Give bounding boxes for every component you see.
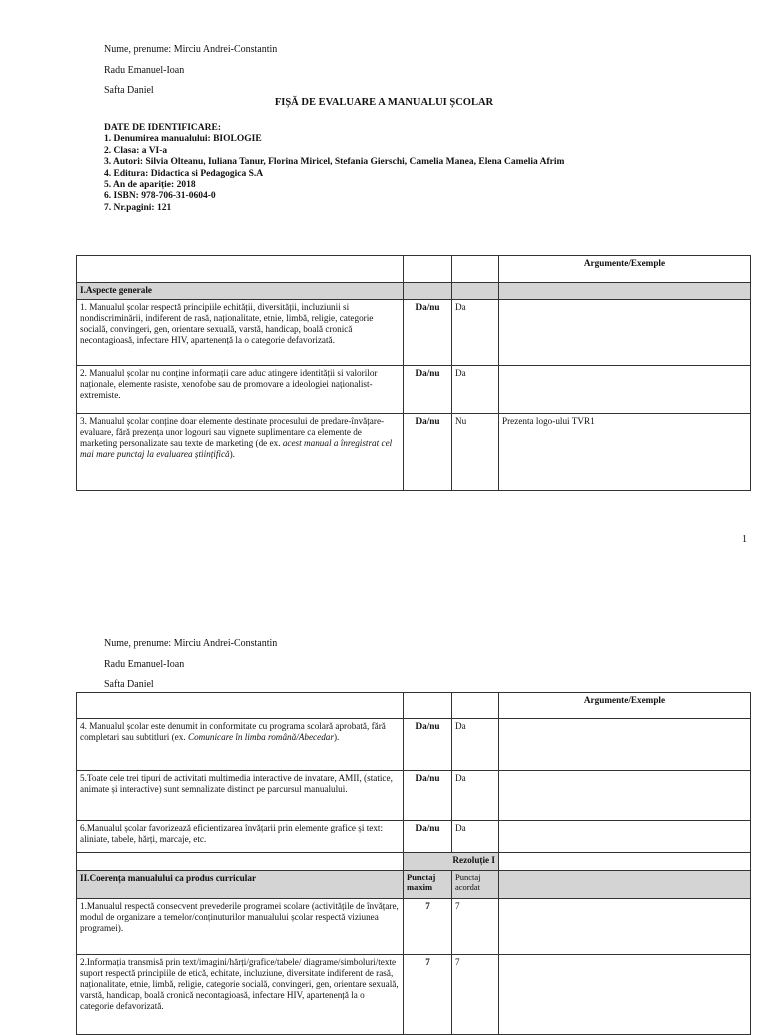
table-row	[77, 366, 751, 414]
criterion-text: 5.Toate cele trei tipuri de activitati multimedia interactive de invatare, AMII, (statice, animate și interactive) sunt semnalizate distinct pe parcursul manualului.	[77, 771, 404, 821]
section-row	[77, 283, 751, 300]
table-header-row	[77, 256, 751, 283]
criterion-answer: Da	[452, 719, 499, 771]
criterion-text-example: Comunicare în limba română/Abecedar	[187, 732, 334, 742]
evaluation-table-page1	[76, 255, 751, 491]
ident-item: 5. An de apariție: 2018	[104, 180, 196, 191]
max-score: 7	[404, 955, 452, 1035]
criterion-answer: Da	[452, 300, 499, 366]
criterion-text-main: 3. Manualul școlar conține doar elemente destinate procesului de predare-învățare-evaluare, fără prezența unor logouri sau vignete suplimentare ca elemente de marketing personalizate sau texte de marketing (de ex.	[80, 416, 385, 448]
resolution-label: Rezoluție I	[404, 853, 499, 871]
criterion-argument	[499, 719, 751, 771]
criterion-text: 1. Manualul școlar respectă principiile echității, diversității, incluziunii si nondiscriminării, indiferent de rasă, naționalitate, etnie, limbă, religie, categorie socială, convingeri, gen, orientare sexuală, varstă, handicap, boală cronică necontagioasă, infectare HIV, apartenență la o categorie defavorizată.	[77, 300, 404, 366]
ident-item: 3. Autori: Silvia Olteanu, Iuliana Tanur, Florina Miricel, Stefania Gierschi, Camelia Manea, Elena Camelia Afrim	[104, 157, 565, 168]
criterion-text-example: acest manual a înregistrat cel mai mare punctaj la evaluarea științifică	[80, 438, 393, 459]
criterion-argument	[499, 300, 751, 366]
ident-item: 6. ISBN: 978-706-31-0604-0	[104, 191, 216, 202]
criterion-argument	[499, 821, 751, 853]
awarded-score: 7	[452, 899, 499, 955]
arguments-header: Argumente/Exemple	[499, 693, 751, 719]
criterion-text: 2. Manualul școlar nu conține informații care aduc atingere identității si valorilor naționale, elemente rasiste, xenofobe sau de promovare a ideologiei naționalist-extremiste.	[77, 366, 404, 414]
awarded-score: 7	[452, 955, 499, 1035]
max-score-header: Punctaj maxim	[404, 871, 452, 899]
section-row	[77, 871, 751, 899]
identification-block	[104, 123, 564, 214]
section-title: I.Aspecte generale	[77, 283, 404, 300]
student-name-1: Nume, prenume: Mirciu Andrei-Constantin	[104, 44, 278, 55]
student-name-1: Nume, prenume: Mirciu Andrei-Constantin	[104, 638, 278, 649]
criterion-text	[77, 719, 404, 771]
document-title: FIȘĂ DE EVALUARE A MANUALUI ȘCOLAR	[274, 97, 494, 108]
criterion-argument: Prezenta logo-ului TVR1	[499, 414, 751, 491]
student-name-2: Radu Emanuel-Ioan	[104, 659, 185, 670]
ident-item: 2. Clasa: a VI-a	[104, 145, 168, 156]
table-row	[77, 719, 751, 771]
page-number: 1	[742, 534, 747, 545]
arguments-header: Argumente/Exemple	[499, 256, 751, 283]
criterion-argument	[499, 366, 751, 414]
criterion-type: Da/nu	[404, 719, 452, 771]
criterion-answer: Da	[452, 821, 499, 853]
table-row	[77, 414, 751, 491]
ident-item: 1. Denumirea manualului: BIOLOGIE	[104, 134, 262, 145]
criterion-text-end: ).	[333, 732, 340, 742]
table-row	[77, 899, 751, 955]
criterion-answer: Nu	[452, 414, 499, 491]
criterion-text: 1.Manualul respectă consecvent prevederile programei scolare (activitățile de învățare, modul de organizare a temelor/conținuturilor manualului școlar respectă viziunea programei).	[77, 899, 404, 955]
ident-item: 7. Nr.pagini: 121	[104, 202, 172, 213]
criterion-text: 6.Manualul școlar favorizează eficientizarea învățarii prin elemente grafice și text: aliniate, tabele, hărți, marcaje, etc.	[77, 821, 404, 853]
table-row	[77, 821, 751, 853]
criterion-type: Da/nu	[404, 771, 452, 821]
student-name-3: Safta Daniel	[104, 679, 154, 690]
criterion-answer: Da	[452, 771, 499, 821]
criterion-type: Da/nu	[404, 414, 452, 491]
section-title: II.Coerența manualului ca produs curricular	[77, 871, 404, 899]
evaluation-table-page2	[76, 692, 751, 1035]
resolution-row	[77, 853, 751, 871]
criterion-type: Da/nu	[404, 300, 452, 366]
criterion-text: 2.Informația transmisă prin text/imagini/hărți/grafice/tabele/ diagrame/simboluri/texte suport respectă principiile de etică, echitate, incluziune, diversitate indiferent de rasă, naționalitate, etnie, limbă, religie, categorie socială, convingeri, gen, orientare sexuală, varstă, handicap, boală cronică necontagioasă, infectare HIV, apartenență la o categorie defavorizată.	[77, 955, 404, 1035]
criterion-answer: Da	[452, 366, 499, 414]
criterion-argument	[499, 771, 751, 821]
identification-heading: DATE DE IDENTIFICARE:	[104, 123, 222, 133]
max-score: 7	[404, 899, 452, 955]
student-name-3: Safta Daniel	[104, 85, 154, 96]
awarded-score-header: Punctaj acordat	[452, 871, 499, 899]
table-row	[77, 300, 751, 366]
criterion-type: Da/nu	[404, 821, 452, 853]
criterion-text-end: ).	[229, 449, 235, 459]
table-row	[77, 955, 751, 1035]
criterion-text-main: 4. Manualul școlar este denumit in conformitate cu programa scolară aprobată, fără completari sau subtitluri (ex.	[80, 721, 386, 742]
table-header-row	[77, 693, 751, 719]
student-name-2: Radu Emanuel-Ioan	[104, 65, 185, 76]
ident-item: 4. Editura: Didactica si Pedagogica S.A	[104, 168, 264, 179]
table-row	[77, 771, 751, 821]
criterion-type: Da/nu	[404, 366, 452, 414]
criterion-text	[77, 414, 404, 491]
